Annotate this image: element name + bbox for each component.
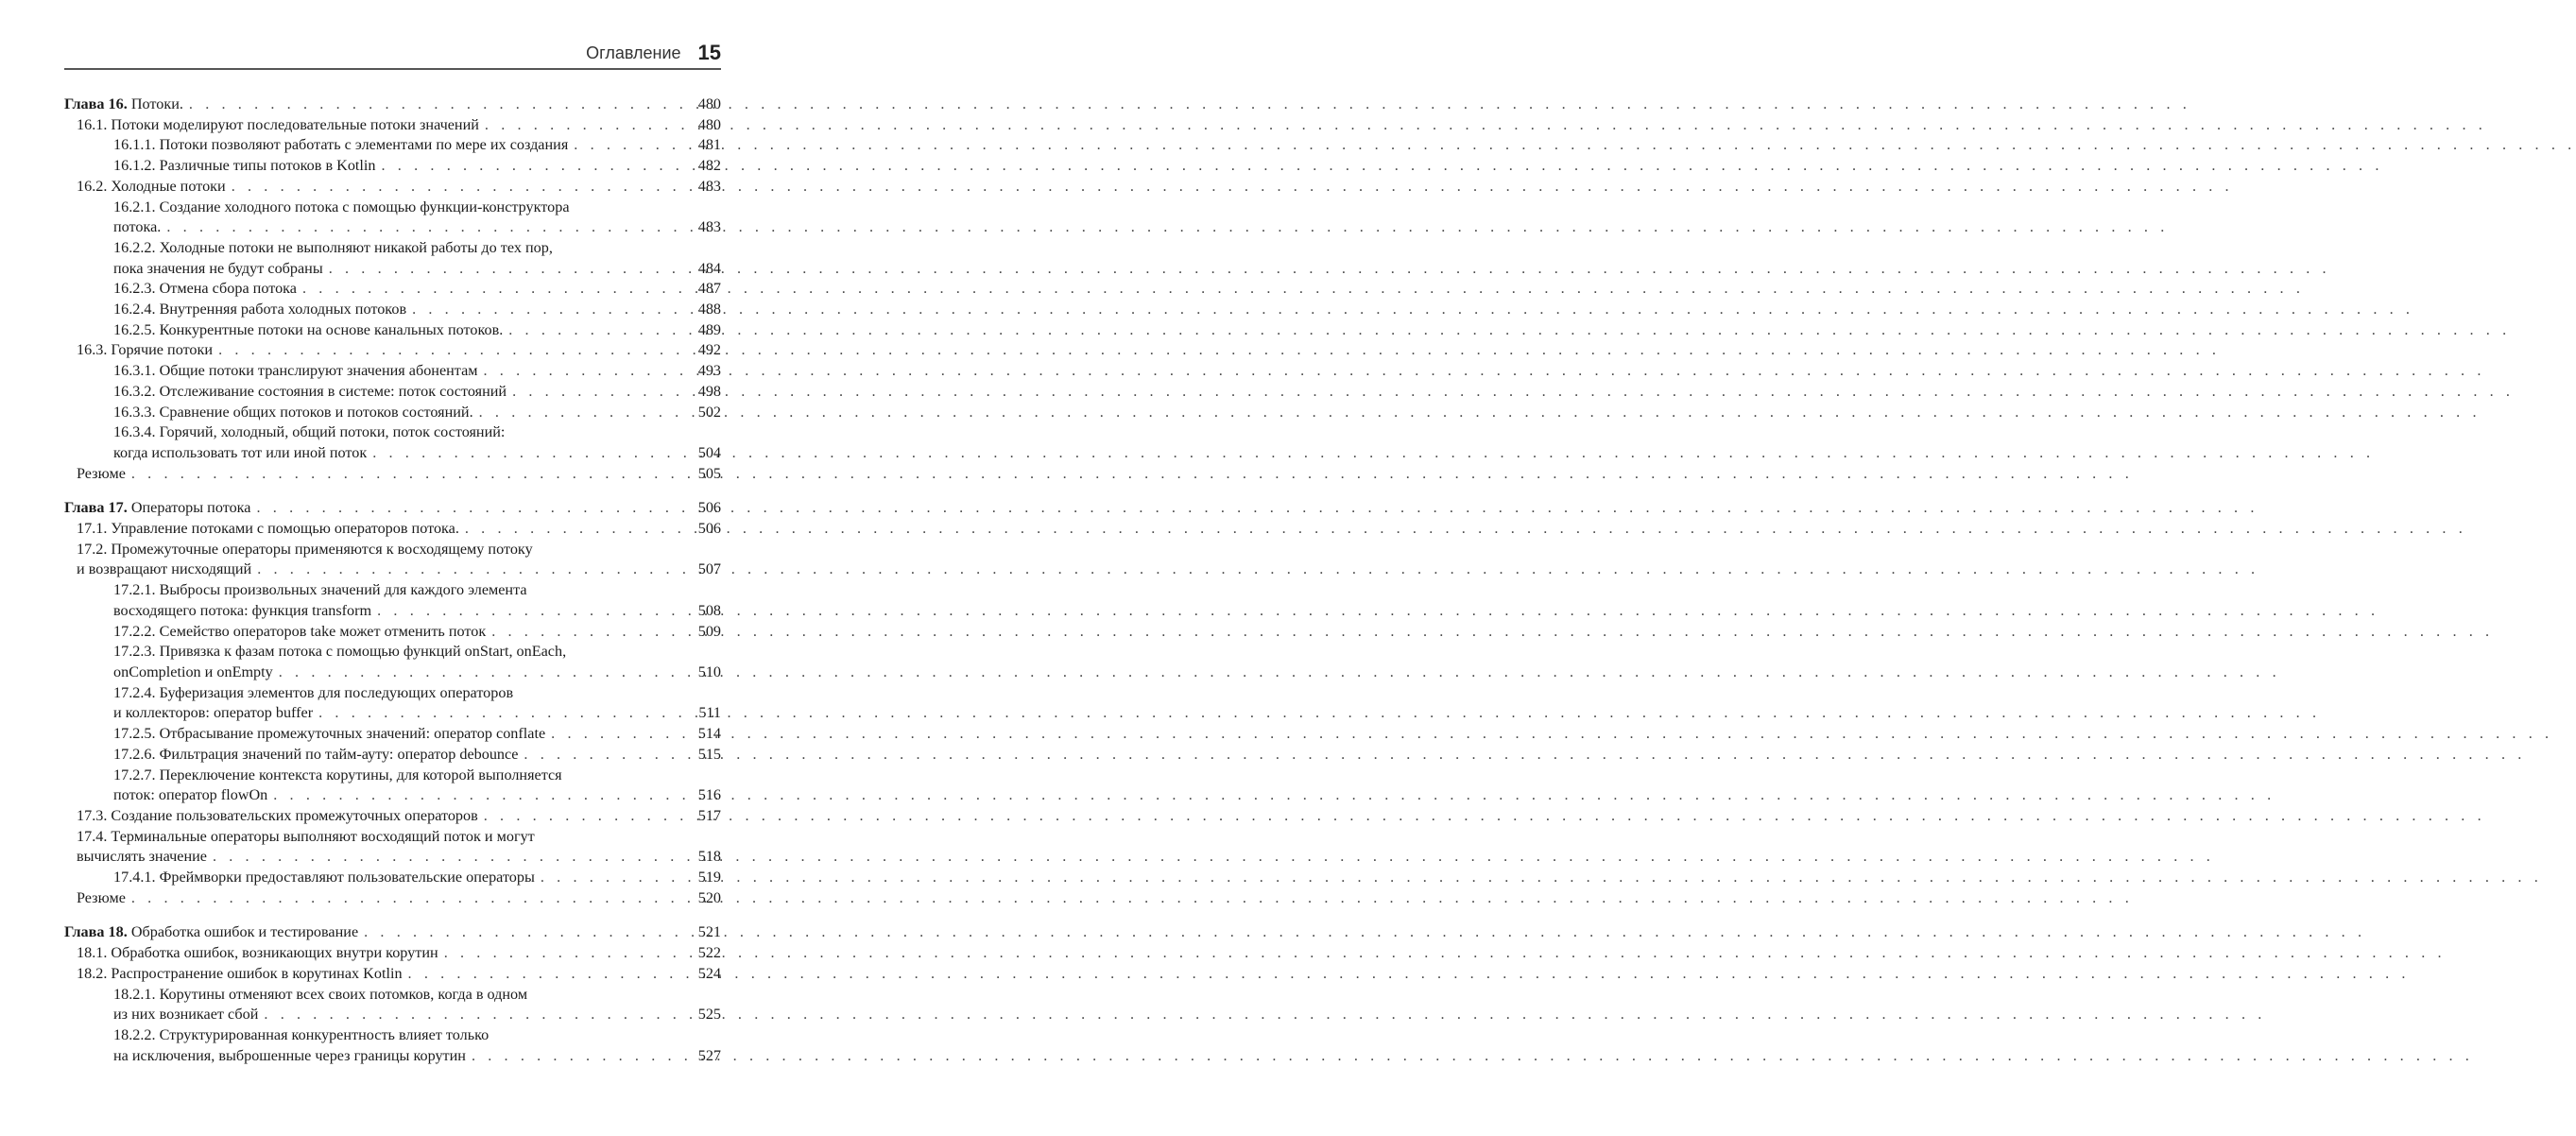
toc-entry-sub[interactable] [64, 745, 721, 766]
toc-entry-line [64, 498, 721, 519]
dot-leader [364, 922, 687, 943]
toc-page-number: 483 [697, 177, 721, 195]
toc-entry-sub[interactable] [64, 198, 721, 238]
toc-entry-title: восходящего потока: функция transform [113, 601, 372, 619]
toc-entry-title: Обработка ошибок и тестирование [130, 923, 359, 941]
toc-entry-title: 16.3.1. Общие потоки транслируют значения абонентам [113, 362, 478, 380]
toc-entry-line [64, 156, 721, 177]
toc-page-number: 516 [697, 786, 721, 804]
toc-entry-line [64, 217, 721, 238]
dot-leader [551, 724, 687, 745]
toc-entry-sub[interactable] [64, 156, 721, 177]
toc-entry-section[interactable] [64, 888, 721, 909]
toc-entry-title: 16.3.2. Отслеживание состояния в системе: поток состояний [113, 382, 507, 400]
dot-leader [484, 806, 687, 827]
toc-entry-section[interactable] [64, 115, 721, 136]
toc-entry-title: 16.2.5. Конкурентные потоки на основе канальных потоков. [113, 320, 504, 338]
toc-page-number: 492 [697, 341, 721, 359]
dot-leader [166, 217, 687, 238]
toc-entry-sub[interactable] [64, 985, 721, 1025]
toc-entry-line [64, 922, 721, 943]
toc-entry-line [64, 95, 721, 115]
toc-entry-line [64, 300, 721, 320]
toc-page-number: 506 [697, 499, 721, 517]
toc-page-number: 515 [697, 745, 721, 763]
toc-entry-sub[interactable] [64, 1025, 721, 1066]
dot-leader [382, 156, 687, 177]
toc-entry-title: 16.2.4. Внутренняя работа холодных потоков [113, 301, 407, 318]
toc-entry-first-line: 16.2.2. Холодные потоки не выполняют никакой работы до тех пор, [113, 238, 553, 256]
toc-entry-title: поток: оператор flowOn [113, 786, 268, 804]
dot-leader [574, 135, 687, 156]
toc-entry-line [64, 382, 721, 403]
toc-entry-title: 16.2. Холодные потоки [77, 177, 226, 195]
dot-leader [508, 320, 687, 341]
toc-entry-line [64, 519, 721, 540]
toc-page-number: 514 [697, 725, 721, 743]
toc-entry-line [64, 177, 721, 198]
toc-page-number: 520 [697, 888, 721, 906]
toc-entry-line [64, 1046, 721, 1067]
dot-leader [302, 279, 687, 300]
toc-entry-sub[interactable] [64, 135, 721, 156]
dot-leader [131, 888, 687, 909]
toc-entry-sub[interactable] [64, 580, 721, 621]
toc-entry-title: 17.4.1. Фреймворки предоставляют пользовательские операторы [113, 869, 535, 886]
toc-entry-line [64, 703, 721, 724]
running-header [64, 38, 721, 70]
toc-entry-line [64, 964, 721, 985]
page-number: 15 [697, 41, 721, 64]
toc-page-number: 493 [697, 362, 721, 380]
toc-page-number: 519 [697, 869, 721, 886]
toc-entry-first-line: 17.2. Промежуточные операторы применяются к восходящему потоку [77, 540, 533, 558]
dot-leader [444, 943, 687, 964]
toc-entry-title: и возвращают нисходящий [77, 560, 252, 578]
toc-entry-section[interactable] [64, 964, 721, 985]
toc-entry-title: и коллекторов: оператор buffer [113, 704, 314, 722]
toc-page-number: 488 [697, 301, 721, 318]
toc-entry-line [64, 559, 721, 580]
toc-entry-line [64, 806, 721, 827]
toc-entry-line [64, 361, 721, 382]
toc-entry-line [64, 868, 721, 888]
toc-entry-section[interactable] [64, 827, 721, 868]
toc-entry-sub[interactable] [64, 422, 721, 463]
toc-entry-first-line: 18.2.1. Корутины отменяют всех своих потомков, когда в одном [113, 985, 528, 1003]
toc-entry-sub[interactable] [64, 361, 721, 382]
chapter-spacer [64, 484, 721, 498]
toc-entry-section[interactable] [64, 806, 721, 827]
toc-entry-first-line: 17.4. Терминальные операторы выполняют восходящий поток и могут [77, 827, 535, 845]
dot-leader [524, 745, 687, 766]
chapter-spacer [64, 908, 721, 922]
toc-entry-title: 17.3. Создание пользовательских промежуточных операторов [77, 806, 478, 824]
toc-entry-line [64, 259, 721, 280]
toc-page-number: 506 [697, 520, 721, 538]
toc-entry-title: 16.1. Потоки моделируют последовательные потоки значений [77, 115, 479, 133]
toc-page-number: 480 [697, 115, 721, 133]
dot-leader [484, 361, 688, 382]
toc-entry-first-line: 17.2.4. Буферизация элементов для последующих операторов [113, 683, 514, 701]
toc-page-number: 505 [697, 464, 721, 482]
dot-leader [131, 464, 687, 485]
toc-entry-sub[interactable] [64, 238, 721, 279]
toc-entry-title: 16.1.2. Различные типы потоков в Kotlin [113, 157, 376, 175]
toc-entry-first-line: 17.2.3. Привязка к фазам потока с помощью функций onStart, onEach, [113, 643, 567, 661]
toc-page-number: 522 [697, 944, 721, 962]
toc-entry-line [64, 320, 721, 341]
toc-page-number: 521 [697, 923, 721, 941]
toc-entry-first-line: 16.2.1. Создание холодного потока с помощью функции-конструктора [113, 198, 570, 215]
toc-page-number: 502 [697, 403, 721, 421]
toc-page-number: 498 [697, 382, 721, 400]
toc-entry-sub[interactable] [64, 320, 721, 341]
toc-entry-first-line: 17.2.1. Выбросы произвольных значений для каждого элемента [113, 581, 527, 599]
toc-entry-title: Резюме [77, 464, 126, 482]
toc-entry-sub[interactable] [64, 382, 721, 403]
dot-leader [273, 785, 687, 806]
toc-entry-title: 17.2.5. Отбрасывание промежуточных значений: оператор conflate [113, 725, 546, 743]
toc-page-number: 483 [697, 218, 721, 236]
toc-page-number: 487 [697, 280, 721, 298]
dot-leader [279, 663, 687, 683]
toc-entry-chapter[interactable] [64, 95, 721, 115]
toc-entry-title: 16.1.1. Потоки позволяют работать с элементами по мере их создания [113, 136, 569, 154]
toc-entry-section[interactable] [64, 177, 721, 198]
toc-entry-title: 16.2.3. Отмена сбора потока [113, 280, 297, 298]
toc-entry-section[interactable] [64, 464, 721, 485]
toc-page-number: 489 [697, 320, 721, 338]
toc-entry-line [64, 943, 721, 964]
toc-entry-title: 16.3.3. Сравнение общих потоков и потоков состояний. [113, 403, 473, 421]
toc-entry-sub[interactable] [64, 300, 721, 320]
toc-entry-section[interactable] [64, 943, 721, 964]
toc-page-number: 509 [697, 622, 721, 640]
dot-leader [465, 519, 687, 540]
dot-leader [408, 964, 687, 985]
toc-entry-sub[interactable] [64, 868, 721, 888]
toc-entry-title: onCompletion и onEmpty [113, 663, 273, 680]
toc-entry-line [64, 443, 721, 464]
toc-entry-first-line: 18.2.2. Структурированная конкурентность влияет только [113, 1025, 489, 1043]
toc-entry-sub[interactable] [64, 642, 721, 682]
dot-leader [189, 95, 687, 115]
toc-entry-sub[interactable] [64, 683, 721, 724]
toc-page-number: 518 [697, 848, 721, 866]
toc-entry-line [64, 403, 721, 423]
toc-entry-title: когда использовать тот или иной поток [113, 443, 368, 461]
dot-leader [491, 622, 687, 643]
toc-page-number: 504 [697, 443, 721, 461]
toc-page-number: 510 [697, 663, 721, 680]
chapter-label: Глава 18. [64, 923, 128, 941]
dot-leader [372, 443, 687, 464]
toc-page-number: 524 [697, 964, 721, 982]
toc-page-number: 527 [697, 1046, 721, 1064]
dot-leader [264, 1005, 687, 1025]
toc-entry-title: из них возникает сбой [113, 1006, 259, 1024]
toc-entry-sub[interactable] [64, 724, 721, 745]
toc-entry-title: Резюме [77, 888, 126, 906]
toc-entry-sub[interactable] [64, 403, 721, 423]
toc-entry-title: 18.1. Обработка ошибок, возникающих внутри корутин [77, 944, 438, 962]
toc-entry-section[interactable] [64, 540, 721, 580]
toc-entry-line [64, 724, 721, 745]
toc-page-number: 484 [697, 259, 721, 277]
dot-leader [412, 300, 687, 320]
toc-entry-line [64, 135, 721, 156]
toc-entry-line [64, 847, 721, 868]
toc-entry-sub[interactable] [64, 766, 721, 806]
dot-leader [541, 868, 687, 888]
dot-leader [256, 498, 687, 519]
dot-leader [257, 559, 687, 580]
toc-entry-line [64, 279, 721, 300]
toc-entry-title: на исключения, выброшенные через границы корутин [113, 1046, 466, 1064]
toc-entry-title: пока значения не будут собраны [113, 259, 323, 277]
dot-leader [472, 1046, 687, 1067]
toc-entry-chapter[interactable] [64, 922, 721, 943]
toc-entry-title: вычислять значение [77, 848, 207, 866]
toc-entry-line [64, 464, 721, 485]
dot-leader [218, 340, 687, 361]
toc-page-number: 482 [697, 157, 721, 175]
toc-entry-line [64, 601, 721, 622]
toc-entry-title: Операторы потока [130, 499, 251, 517]
toc-entry-section[interactable] [64, 340, 721, 361]
toc-entry-title: 18.2. Распространение ошибок в корутинах Kotlin [77, 964, 403, 982]
toc-entry-line [64, 888, 721, 909]
toc-page-number: 480 [697, 95, 721, 112]
dot-leader [377, 601, 687, 622]
toc-entry-section[interactable] [64, 519, 721, 540]
toc-entry-line [64, 115, 721, 136]
toc-entry-title: потока. [113, 218, 162, 236]
toc-page-number: 507 [697, 560, 721, 578]
toc-page-number: 525 [697, 1006, 721, 1024]
running-header-section: Оглавление [586, 43, 681, 62]
toc-entry-line [64, 1005, 721, 1025]
dot-leader [329, 259, 687, 280]
toc-entry-sub[interactable] [64, 622, 721, 643]
toc-entry-title: 16.3. Горячие потоки [77, 341, 214, 359]
toc-page-number: 481 [697, 136, 721, 154]
dot-leader [479, 403, 687, 423]
toc-entry-sub[interactable] [64, 279, 721, 300]
dot-leader [213, 847, 687, 868]
toc-entry-line [64, 622, 721, 643]
toc-page-number: 511 [698, 704, 721, 722]
toc-entry-line [64, 340, 721, 361]
dot-leader [232, 177, 687, 198]
toc-entry-first-line: 16.3.4. Горячий, холодный, общий потоки, поток состояний: [113, 423, 506, 441]
chapter-label: Глава 17. [64, 499, 128, 517]
table-of-contents [64, 95, 721, 1066]
toc-entry-title: 17.2.6. Фильтрация значений по тайм-ауту: оператор debounce [113, 745, 519, 763]
toc-entry-chapter[interactable] [64, 498, 721, 519]
toc-entry-line [64, 663, 721, 683]
dot-leader [512, 382, 687, 403]
toc-entry-first-line: 17.2.7. Переключение контекста корутины, для которой выполняется [113, 766, 562, 783]
toc-entry-title: 17.2.2. Семейство операторов take может отменить поток [113, 622, 487, 640]
dot-leader [485, 115, 687, 136]
toc-entry-line [64, 745, 721, 766]
toc-entry-line [64, 785, 721, 806]
toc-page-number: 508 [697, 601, 721, 619]
chapter-label: Глава 16. [64, 95, 128, 112]
toc-entry-title: Потоки. [130, 95, 183, 112]
dot-leader [318, 703, 687, 724]
toc-page-number: 517 [697, 806, 721, 824]
toc-entry-title: 17.1. Управление потоками с помощью операторов потока. [77, 520, 459, 538]
